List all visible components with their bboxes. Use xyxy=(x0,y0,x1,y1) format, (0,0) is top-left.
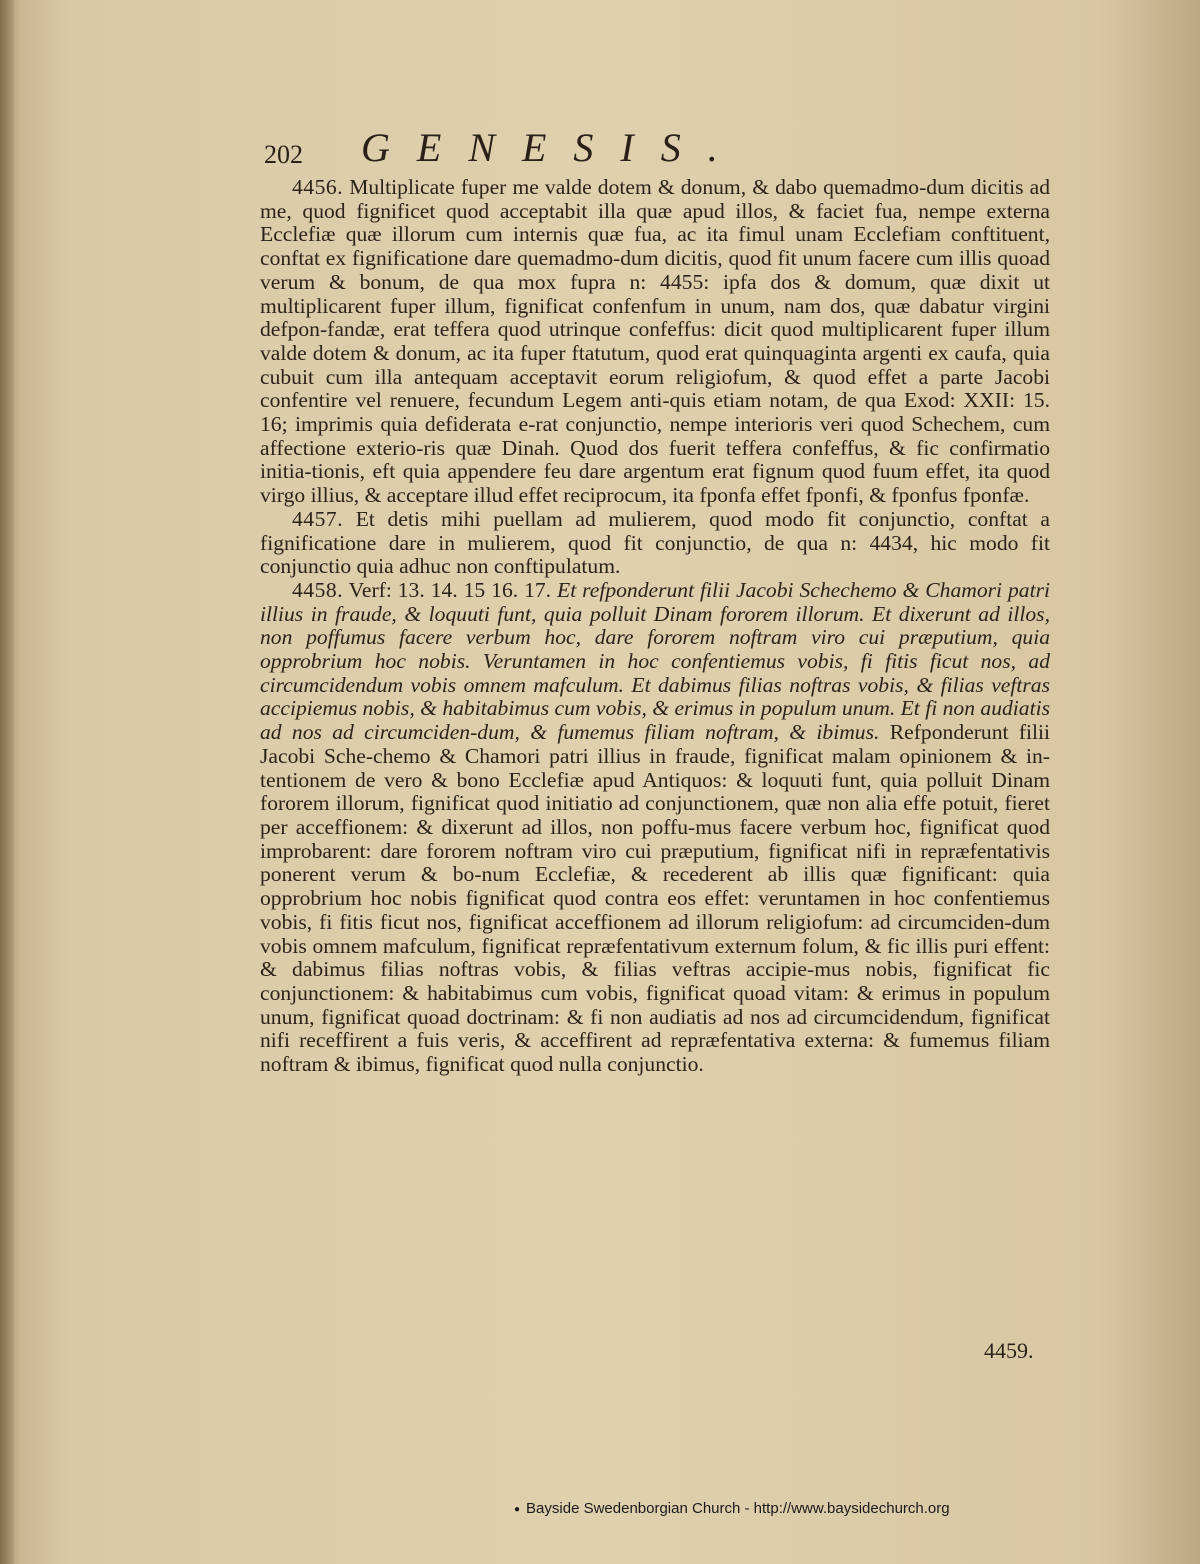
verse-reference: Verf: 13. 14. 15 16. 17. xyxy=(348,577,552,602)
paragraph-text: Multiplicate fuper me valde dotem & donum, & dabo quemadmo-dum dicitis ad me, quod fignificet quod acceptabit illa quæ apud illos, & faciet fua, nempe externa Ecclefiæ quæ illorum cum internis quæ fua, ac ita fimul unam Ecclefiam conftituent, conftat ex fignificatione dare quemadmo-dum dicitis, quod fit unum facere cum illis quoad verum & bonum, de qua mox fupra n: 4455: ipfa dos & domum, quæ dixit ut multiplicarent fuper illum, fignificat confenfum in unum, nam dos, quæ dabatur virgini defpon-fandæ, erat teffera quod utrinque confeffus: dicit quod multiplicarent fuper illum valde dotem & donum, ac ita fuper ftatutum, quod erat quinquaginta argenti ex caufa, quia cubuit cum illa antequam acceptavit eorum religiofum, & quod effet a parte Jacobi confentire vel renuere, fecundum Legem anti-quis etiam notam, de qua Exod: XXII: 15. 16; imprimis quia defiderata e-rat conjunctio, nempe interioris veri quod Schechem, cum affectione exterio-ris quæ Dinah. Quod dos fuerit teffera confeffus, & fic confirmatio initia-tionis, eft quia appendere feu dare argentum erat fignum quod fuum effet, ita quod virgo illius, & acceptare illud effet reciprocum, ita fponfa effet fponfi, & fponfus fponfæ. xyxy=(260,175,1050,508)
book-title: GENESIS. xyxy=(361,125,745,170)
catchword: 4459. xyxy=(984,1338,1034,1363)
footer-credit-text: Bayside Swedenborgian Church - http://www.baysidechurch.org xyxy=(526,1500,950,1517)
book-spine-shadow xyxy=(0,0,14,1564)
running-head xyxy=(264,120,924,170)
paragraph-4457 xyxy=(260,508,1050,579)
paragraph-text: Refponderunt filii Jacobi Sche-chemo & Chamori patri illius in fraude, fignificat malam opinionem & in-tentionem de vero & bono Ecclefiæ apud Antiquos: & loquuti funt, quia polluit Dinam fororem illorum, fignificat quod initiatio ad conjunctionem, quæ non alia effe potuit, fieret per acceffionem: & dixerunt ad illos, non poffu-mus facere verbum hoc, fignificat quod improbarent: dare fororem noftram viro cui præputium, fignificat nifi in repræfentativis ponerent verum & bo-num Ecclefiæ, & recederent ab illis quæ fignificant: quia opprobrium hoc nobis fignificat quod contra eos effet: veruntamen in hoc confentiemus vobis, fi fitis ficut nos, fignificat acceffionem ad illorum religiofum: ad circumciden-dum vobis omnem mafculum, fignificat repræfentativum externum folum, & fic illis puri effent: & dabimus filias noftras vobis, & filias veftras accipie-mus nobis, fignificat fic conjunctionem: & habitabimus cum vobis, fignificat quoad vitam: & erimus in populum unum, fignificat quoad doctrinam: & fi non audiatis ad nos ad circumcidendum, fignificat nifi receffirent a fuis veris, & acceffirent ad repræfentativa externa: & fumemus filiam noftram & ibimus, fignificat quod nulla conjunctio. xyxy=(260,720,1051,1077)
paragraph-4458 xyxy=(260,579,1050,1077)
body-text xyxy=(260,176,1050,1077)
footer-credit xyxy=(514,1500,950,1517)
page-number: 202 xyxy=(264,140,303,169)
paragraph-number: 4458. xyxy=(292,577,344,602)
paragraph-number: 4456. xyxy=(292,175,344,199)
paragraph-text: Et detis mihi puellam ad mulierem, quod modo fit conjunctio, conftat a fignificatione dare in mulierem, quod fit conjunctio, de qua n: 4434, hic modo fit conjunctio quia adhuc non conftipulatum. xyxy=(260,506,1050,579)
scripture-quotation: Et refponderunt filii Jacobi Schechemo & Chamori patri illius in fraude, & loquuti funt, quia polluit Dinam fororem illorum. Et dixerunt ad illos, non poffumus facere verbum hoc, dare fororem noftram viro cui præputium, quia opprobrium hoc nobis. Veruntamen in hoc confentiemus vobis, fi fitis ficut nos, ad circumcidendum vobis omnem mafculum. Et dabimus filias noftras vobis, & filias veftras accipiemus nobis, & habitabimus cum vobis, & erimus in populum unum. Et fi non audiatis ad nos ad circumciden-dum, & fumemus filiam noftram, & ibimus. xyxy=(260,577,1050,745)
paragraph-4456 xyxy=(260,176,1050,508)
paragraph-number: 4457. xyxy=(292,506,344,531)
bullet-icon: ● xyxy=(514,1503,521,1515)
